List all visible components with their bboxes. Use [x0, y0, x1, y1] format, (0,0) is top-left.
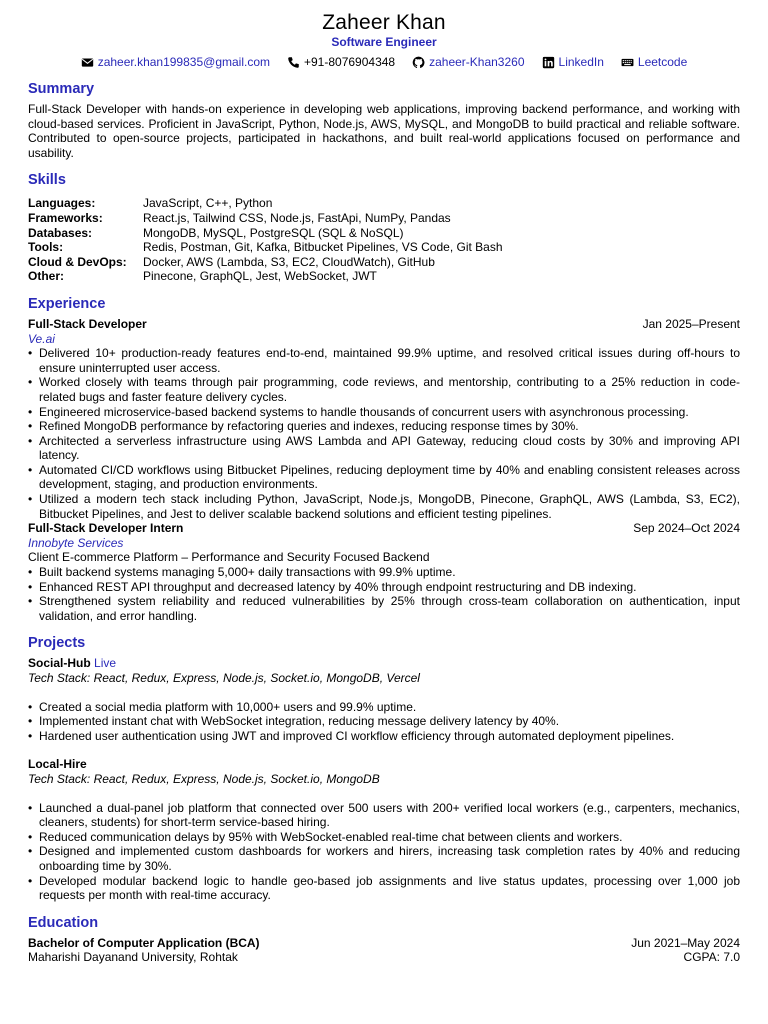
project-bullets: [28, 801, 740, 903]
skill-category: Tools:: [28, 240, 64, 255]
company-link[interactable]: Innobyte Services: [28, 535, 124, 550]
project-stack: Tech Stack: React, Redux, Express, Node.js, Socket.io, MongoDB: [28, 771, 380, 786]
bullet-item: • Worked closely with teams through pair programming, code reviews, and mentorship, contributing to a 25% reduction in code-related bugs and faster feature delivery cycles.: [28, 375, 740, 404]
bullet-item: • Utilized a modern tech stack including Python, JavaScript, Node.js, MongoDB, Pinecone, GraphQL, AWS (Lambda, S3, EC2), Bitbucket Pipelines, and Jest to deliver scalable backend solutions and efficient testing pipelines.: [28, 492, 740, 521]
contact-leetcode[interactable]: [621, 55, 687, 69]
skill-category: Languages:: [28, 196, 96, 211]
spacer: [28, 787, 740, 801]
contact-github[interactable]: [412, 55, 524, 69]
skill-row: [28, 255, 740, 270]
contact-email[interactable]: [81, 55, 270, 69]
skill-category: Cloud & DevOps:: [28, 254, 127, 269]
bullet-item: • Reduced communication delays by 95% with WebSocket-enabled real-time chat between clients and workers.: [28, 830, 740, 845]
company-link[interactable]: Ve.ai: [28, 331, 55, 346]
skills-section: [28, 171, 740, 284]
summary-heading: Summary: [28, 81, 95, 97]
grade: CGPA: 7.0: [683, 950, 740, 965]
candidate-title: Software Engineer: [331, 35, 437, 49]
skill-values: Redis, Postman, Git, Kafka, Bitbucket Pipelines, VS Code, Git Bash: [143, 240, 503, 255]
skill-values: Pinecone, GraphQL, Jest, WebSocket, JWT: [143, 269, 377, 284]
project-title-row: [28, 757, 740, 772]
skills-list: [28, 196, 740, 284]
job-title: Full-Stack Developer Intern: [28, 521, 184, 536]
bullet-item: • Built backend systems managing 5,000+ daily transactions with 99.9% uptime.: [28, 565, 740, 580]
education-entry: [28, 936, 740, 965]
bullet-item: • Refined MongoDB performance by refactoring queries and indexes, reducing response times by 30%.: [28, 419, 740, 434]
skill-row: [28, 226, 740, 241]
skill-category: Databases:: [28, 225, 93, 240]
skill-row: [28, 269, 740, 284]
bullet-item: • Architected a serverless infrastructure using AWS Lambda and API Gateway, reducing cloud costs by 30% and improving API latency.: [28, 434, 740, 463]
education-heading: Education: [28, 914, 99, 931]
project-title-row: [28, 656, 740, 671]
resume-page: [28, 10, 740, 965]
project-stack: Tech Stack: React, Redux, Express, Node.js, Socket.io, MongoDB, Vercel: [28, 671, 420, 685]
skill-category: Other:: [28, 269, 64, 284]
experience-heading: Experience: [28, 295, 106, 312]
contact-bar: [28, 55, 740, 69]
project-name: Social-Hub: [28, 656, 91, 671]
projects-heading: Projects: [28, 635, 86, 652]
bullet-item: • Launched a dual-panel job platform that connected over 500 users with 200+ verified local workers (e.g., carpenters, mechanics, cleaners, students) for short-term service-based hiring.: [28, 801, 740, 830]
bullet-item: • Automated CI/CD workflows using Bitbucket Pipelines, reducing deployment time by 40% and enabling consistent releases across development, staging, and production environments.: [28, 463, 740, 492]
project-entry: [28, 757, 740, 902]
keyboard-icon: [621, 56, 634, 69]
skill-row: [28, 196, 740, 211]
project-name: Local-Hire: [28, 757, 87, 772]
bullet-item: • Created a social media platform with 10,000+ users and 99.9% uptime.: [28, 700, 740, 715]
skill-values: React.js, Tailwind CSS, Node.js, FastApi, NumPy, Pandas: [143, 210, 451, 225]
leetcode-link[interactable]: Leetcode: [637, 55, 688, 69]
skill-values: JavaScript, C++, Python: [143, 196, 273, 211]
job-date: Jan 2025–Present: [642, 316, 740, 331]
project-bullets: [28, 700, 740, 744]
education-row-2: [28, 950, 740, 965]
job-entry: [28, 317, 740, 521]
project-live-link[interactable]: Live: [94, 656, 117, 671]
bullet-item: • Delivered 10+ production-ready features end-to-end, maintained 99.9% uptime, and resolved critical issues during off-hours to ensure uninterrupted user access.: [28, 346, 740, 375]
bullet-item: • Strengthened system reliability and reduced vulnerabilities by 25% through cross-team collaboration on authentication, input validation, and error handling.: [28, 594, 740, 623]
bullet-item: • Hardened user authentication using JWT and improved CI workflow efficiency through automated deployment pipelines.: [28, 729, 740, 744]
email-link[interactable]: zaheer.khan199835@gmail.com: [97, 55, 270, 69]
education-section: [28, 914, 740, 965]
skills-heading: Skills: [28, 172, 66, 189]
job-header: [28, 317, 740, 332]
job-title: Full-Stack Developer: [28, 316, 147, 331]
project-entry: [28, 656, 740, 743]
job-list: [28, 317, 740, 623]
skill-category: Frameworks:: [28, 210, 103, 225]
degree: Bachelor of Computer Application (BCA): [28, 935, 260, 950]
skill-values: Docker, AWS (Lambda, S3, EC2, CloudWatch), GitHub: [143, 254, 435, 269]
education-row-1: [28, 936, 740, 951]
bullet-item: • Implemented instant chat with WebSocket integration, reducing message delivery latency by 40%.: [28, 714, 740, 729]
linkedin-link[interactable]: LinkedIn: [558, 55, 604, 69]
github-icon: [412, 56, 425, 69]
contact-linkedin[interactable]: [542, 55, 604, 69]
job-subtitle: Client E-commerce Platform – Performance and Security Focused Backend: [28, 550, 430, 565]
job-date: Sep 2024–Oct 2024: [633, 521, 740, 536]
projects-section: [28, 634, 740, 902]
candidate-name: Zaheer Khan: [322, 11, 446, 34]
phone-icon: [287, 56, 300, 69]
skill-row: [28, 240, 740, 255]
job-bullets: [28, 346, 740, 521]
education-date: Jun 2021–May 2024: [631, 935, 740, 950]
school: Maharishi Dayanand University, Rohtak: [28, 950, 238, 965]
envelope-icon: [81, 56, 94, 69]
bullet-item: • Developed modular backend logic to handle geo-based job assignments and live status updates, processing over 1,000 job requests per month with real-time accuracy.: [28, 874, 740, 903]
bullet-item: • Enhanced REST API throughput and decreased latency by 40% through endpoint restructuring and DB indexing.: [28, 580, 740, 595]
project-list: [28, 656, 740, 902]
job-header: [28, 521, 740, 536]
phone-number: +91-8076904348: [304, 55, 396, 69]
skill-values: MongoDB, MySQL, PostgreSQL (SQL & NoSQL): [143, 225, 404, 240]
job-bullets: [28, 565, 740, 623]
linkedin-icon: [542, 56, 555, 69]
spacer: [28, 686, 740, 700]
job-entry: [28, 521, 740, 623]
summary-text: Full-Stack Developer with hands-on experience in developing web applications, improving backend performance, and working with cloud-based services. Proficient in JavaScript, Python, Node.js, AWS, MySQL, and MongoDB to build practical and reliable software. Contributed to open-source projects, participated in hackathons, and built real-world applications focused on performance and usability.: [28, 102, 740, 160]
summary-section: [28, 80, 740, 160]
contact-phone: [287, 55, 395, 69]
skill-row: [28, 211, 740, 226]
bullet-item: • Designed and implemented custom dashboards for workers and hirers, increasing task completion rates by 40% and reducing onboarding time by 30%.: [28, 844, 740, 873]
github-link[interactable]: zaheer-Khan3260: [429, 55, 525, 69]
resume-header: [28, 10, 740, 69]
experience-section: [28, 295, 740, 623]
bullet-item: • Engineered microservice-based backend systems to handle thousands of concurrent users with asynchronous processing.: [28, 405, 740, 420]
